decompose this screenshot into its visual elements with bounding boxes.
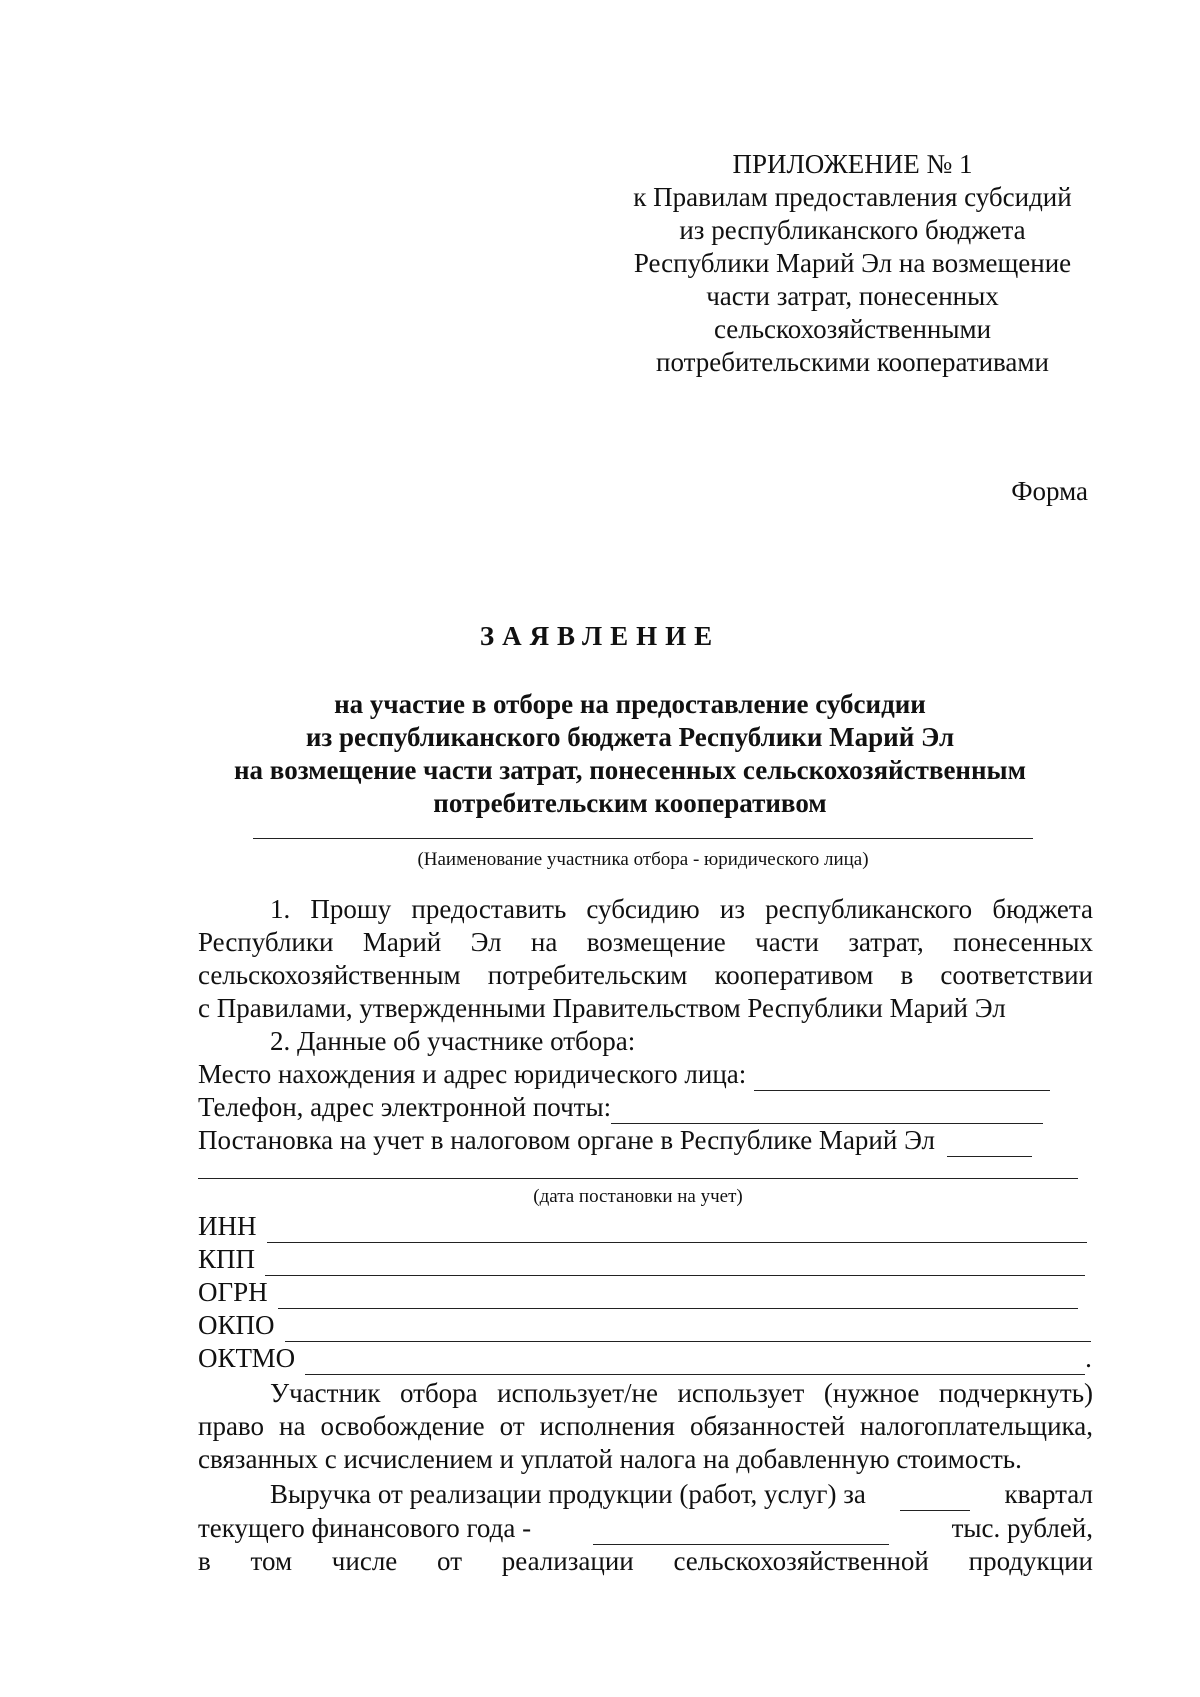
paragraph-line: право на освобождение от исполнения обязанностей налогоплательщика, xyxy=(198,1411,1093,1441)
kpp-row xyxy=(198,1243,1085,1276)
ogrn-row xyxy=(198,1276,1078,1309)
appendix-line: потребительскими кооперативами xyxy=(656,347,1049,377)
tax-registration-field[interactable] xyxy=(947,1130,1032,1157)
contacts-label: Телефон, адрес электронной почты: xyxy=(198,1092,612,1122)
paragraph-line: связанных с исчислением и уплатой налога на добавленную стоимость. xyxy=(198,1444,1022,1474)
contacts-row xyxy=(198,1091,1043,1124)
appendix-line: из республиканского бюджета xyxy=(679,215,1026,245)
revenue-line-2 xyxy=(198,1512,1093,1545)
revenue-line-1 xyxy=(198,1478,1093,1511)
inn-label: ИНН xyxy=(198,1211,257,1241)
inn-field[interactable] xyxy=(267,1216,1087,1243)
document-title: ЗАЯВЛЕНИЕ xyxy=(479,621,721,651)
kpp-label: КПП xyxy=(198,1244,256,1274)
address-row xyxy=(198,1058,1050,1091)
paragraph-1 xyxy=(198,893,1093,1025)
registration-date-field[interactable] xyxy=(198,1178,1078,1179)
paragraph-line: Республики Марий Эл на возмещение части затрат, понесенных xyxy=(198,927,1093,957)
subtitle-line: на участие в отборе на предоставление субсидии xyxy=(334,689,926,719)
kpp-field[interactable] xyxy=(265,1249,1085,1276)
oktmo-end-mark: . xyxy=(1085,1343,1092,1373)
tax-registration-label: Постановка на учет в налоговом органе в Республике Марий Эл xyxy=(198,1125,936,1155)
contacts-field[interactable] xyxy=(611,1097,1043,1124)
revenue-amount-field[interactable] xyxy=(593,1518,889,1545)
okpo-row xyxy=(198,1309,1091,1342)
registration-date-caption: (дата постановки на учет) xyxy=(533,1186,743,1207)
participant-name-caption: (Наименование участника отбора - юридического лица) xyxy=(417,849,869,870)
revenue-line-3 xyxy=(198,1545,1093,1578)
quarter-field[interactable] xyxy=(900,1484,970,1511)
paragraph-line: 1. Прошу предоставить субсидию из республиканского бюджета xyxy=(270,894,1093,924)
paragraph-line: Участник отбора использует/не использует (нужное подчеркнуть) xyxy=(270,1378,1093,1408)
address-label: Место нахождения и адрес юридического лица: xyxy=(198,1059,747,1089)
appendix-block xyxy=(600,148,1105,379)
revenue-text: Выручка от реализации продукции (работ, услуг) за xyxy=(270,1479,866,1509)
paragraph-line: с Правилами, утвержденными Правительством Республики Марий Эл xyxy=(198,993,1006,1023)
inn-row xyxy=(198,1210,1087,1243)
address-field[interactable] xyxy=(754,1064,1050,1091)
oktmo-field[interactable] xyxy=(305,1348,1085,1375)
oktmo-row xyxy=(198,1342,1092,1375)
participant-name-field[interactable] xyxy=(253,838,1033,839)
ogrn-label: ОГРН xyxy=(198,1277,268,1307)
paragraph-line: сельскохозяйственным потребительским кооперативом в соответствии xyxy=(198,960,1093,990)
appendix-line: части затрат, понесенных xyxy=(706,281,999,311)
vat-paragraph xyxy=(198,1377,1093,1476)
revenue-text: текущего финансового года - xyxy=(198,1513,532,1543)
appendix-title: ПРИЛОЖЕНИЕ № 1 xyxy=(732,149,973,179)
oktmo-label: ОКТМО xyxy=(198,1343,296,1373)
revenue-text: тыс. рублей, xyxy=(951,1513,1093,1543)
paragraph-line: в том числе от реализации сельскохозяйственной продукции xyxy=(198,1546,1093,1576)
revenue-text: квартал xyxy=(1004,1479,1093,1509)
section-2-heading xyxy=(198,1025,1093,1058)
section-2-heading-text: 2. Данные об участнике отбора: xyxy=(270,1026,636,1056)
subtitle-line: из республиканского бюджета Республики Марий Эл xyxy=(305,722,955,752)
document-subtitle xyxy=(200,688,1060,820)
subtitle-line: на возмещение части затрат, понесенных сельскохозяйственным xyxy=(233,755,1027,785)
form-label: Форма xyxy=(1011,476,1088,506)
subtitle-line: потребительским кооперативом xyxy=(433,788,827,818)
appendix-line: к Правилам предоставления субсидий xyxy=(633,182,1072,212)
appendix-line: сельскохозяйственными xyxy=(713,314,992,344)
okpo-field[interactable] xyxy=(285,1315,1091,1342)
okpo-label: ОКПО xyxy=(198,1310,275,1340)
ogrn-field[interactable] xyxy=(278,1282,1078,1309)
appendix-line: Республики Марий Эл на возмещение xyxy=(633,248,1072,278)
tax-registration-row xyxy=(198,1124,1032,1157)
